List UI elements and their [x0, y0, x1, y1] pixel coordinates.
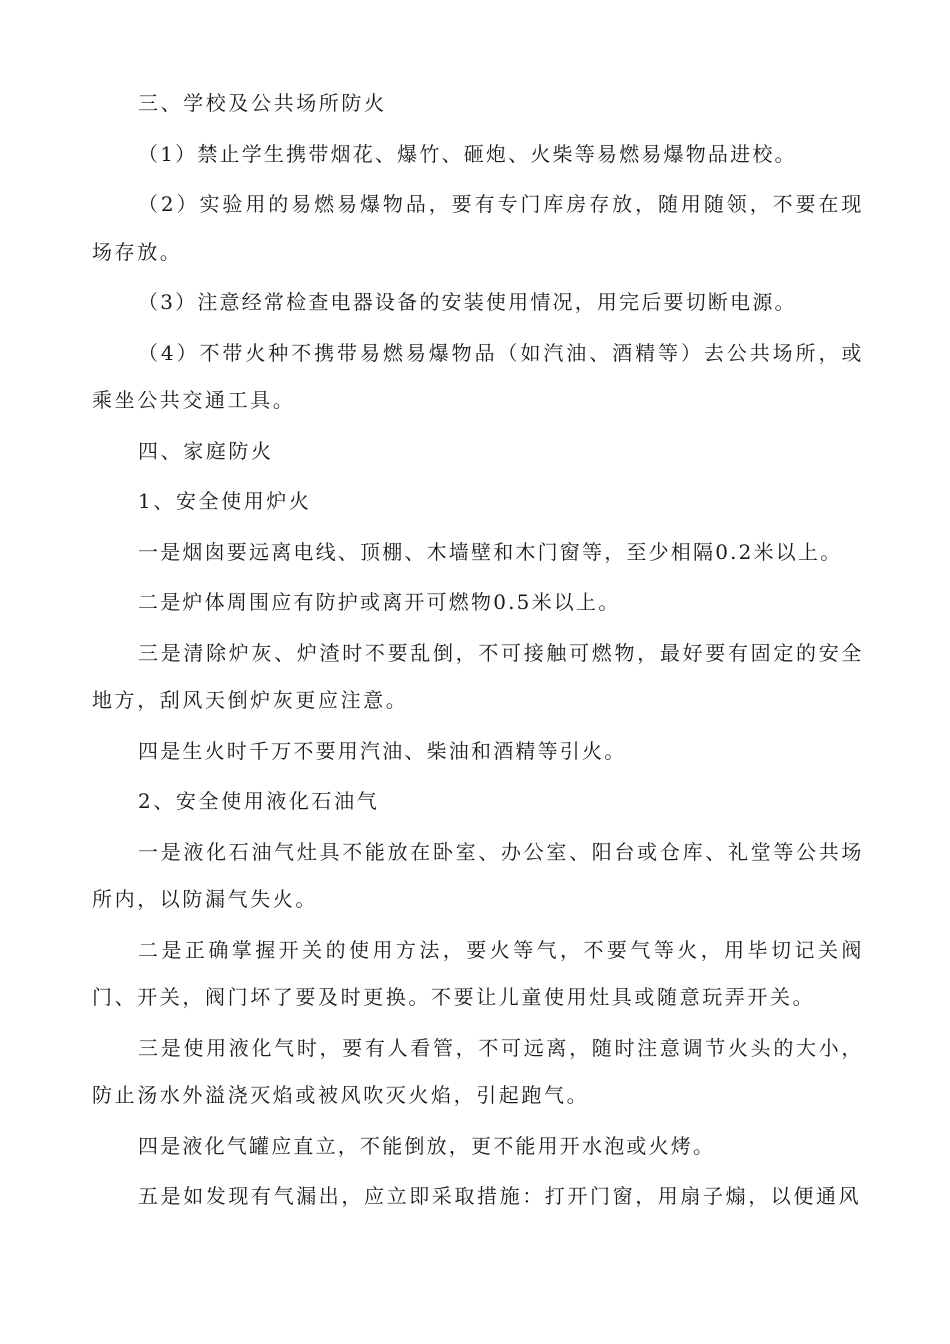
- section-heading-home-fire: 四、家庭防火: [138, 438, 274, 463]
- paragraph-lpg-2: 二是正确掌握开关的使用方法，要火等气，不要气等火，用毕切记关阀门、开关，阀门坏了要及时更换。不要让儿童使用灶具或随意玩弄开关。: [92, 937, 864, 1009]
- document-body: [92, 80, 864, 1224]
- subheading-lpg-safety: 2、安全使用液化石油气: [138, 789, 380, 813]
- paragraph-stove-3: 三是清除炉灰、炉渣时不要乱倒，不可接触可燃物，最好要有固定的安全地方，刮风天倒炉灰更应注意。: [92, 640, 864, 712]
- paragraph-lpg-5: 五是如发现有气漏出，应立即采取措施：打开门窗，用扇子煽，以便通风: [138, 1184, 862, 1208]
- section-heading-school-fire: 三、学校及公共场所防火: [138, 91, 387, 115]
- paragraph-lpg-4: 四是液化气罐应直立，不能倒放，更不能用开水泡或火烤。: [138, 1133, 716, 1158]
- paragraph-stove-2: 二是炉体周围应有防护或离开可燃物0.5米以上。: [138, 590, 621, 614]
- paragraph-lpg-3: 三是使用液化气时，要有人看管，不可远离，随时注意调节火头的大小，防止汤水外溢浇灭焰或被风吹灭火焰，引起跑气。: [92, 1035, 864, 1107]
- paragraph-item-3: （3）注意经常检查电器设备的安装使用情况，用完后要切断电源。: [138, 290, 797, 314]
- paragraph-stove-1: 一是烟囱要远离电线、顶棚、木墙壁和木门窗等，至少相隔0.2米以上。: [138, 539, 843, 564]
- paragraph-item-4: （4）不带火种不携带易燃易爆物品（如汽油、酒精等）去公共场所，或乘坐公共交通工具。: [92, 340, 864, 412]
- subheading-stove-safety: 1、安全使用炉火: [138, 489, 312, 513]
- paragraph-item-1: （1）禁止学生携带烟花、爆竹、砸炮、火柴等易燃易爆物品进校。: [138, 141, 797, 166]
- paragraph-stove-4: 四是生火时千万不要用汽油、柴油和酒精等引火。: [138, 738, 627, 763]
- paragraph-lpg-1: 一是液化石油气灶具不能放在卧室、办公室、阳台或仓库、礼堂等公共场所内，以防漏气失火。: [92, 839, 864, 911]
- paragraph-item-2: （2）实验用的易燃易爆物品，要有专门库房存放，随用随领，不要在现场存放。: [92, 192, 864, 264]
